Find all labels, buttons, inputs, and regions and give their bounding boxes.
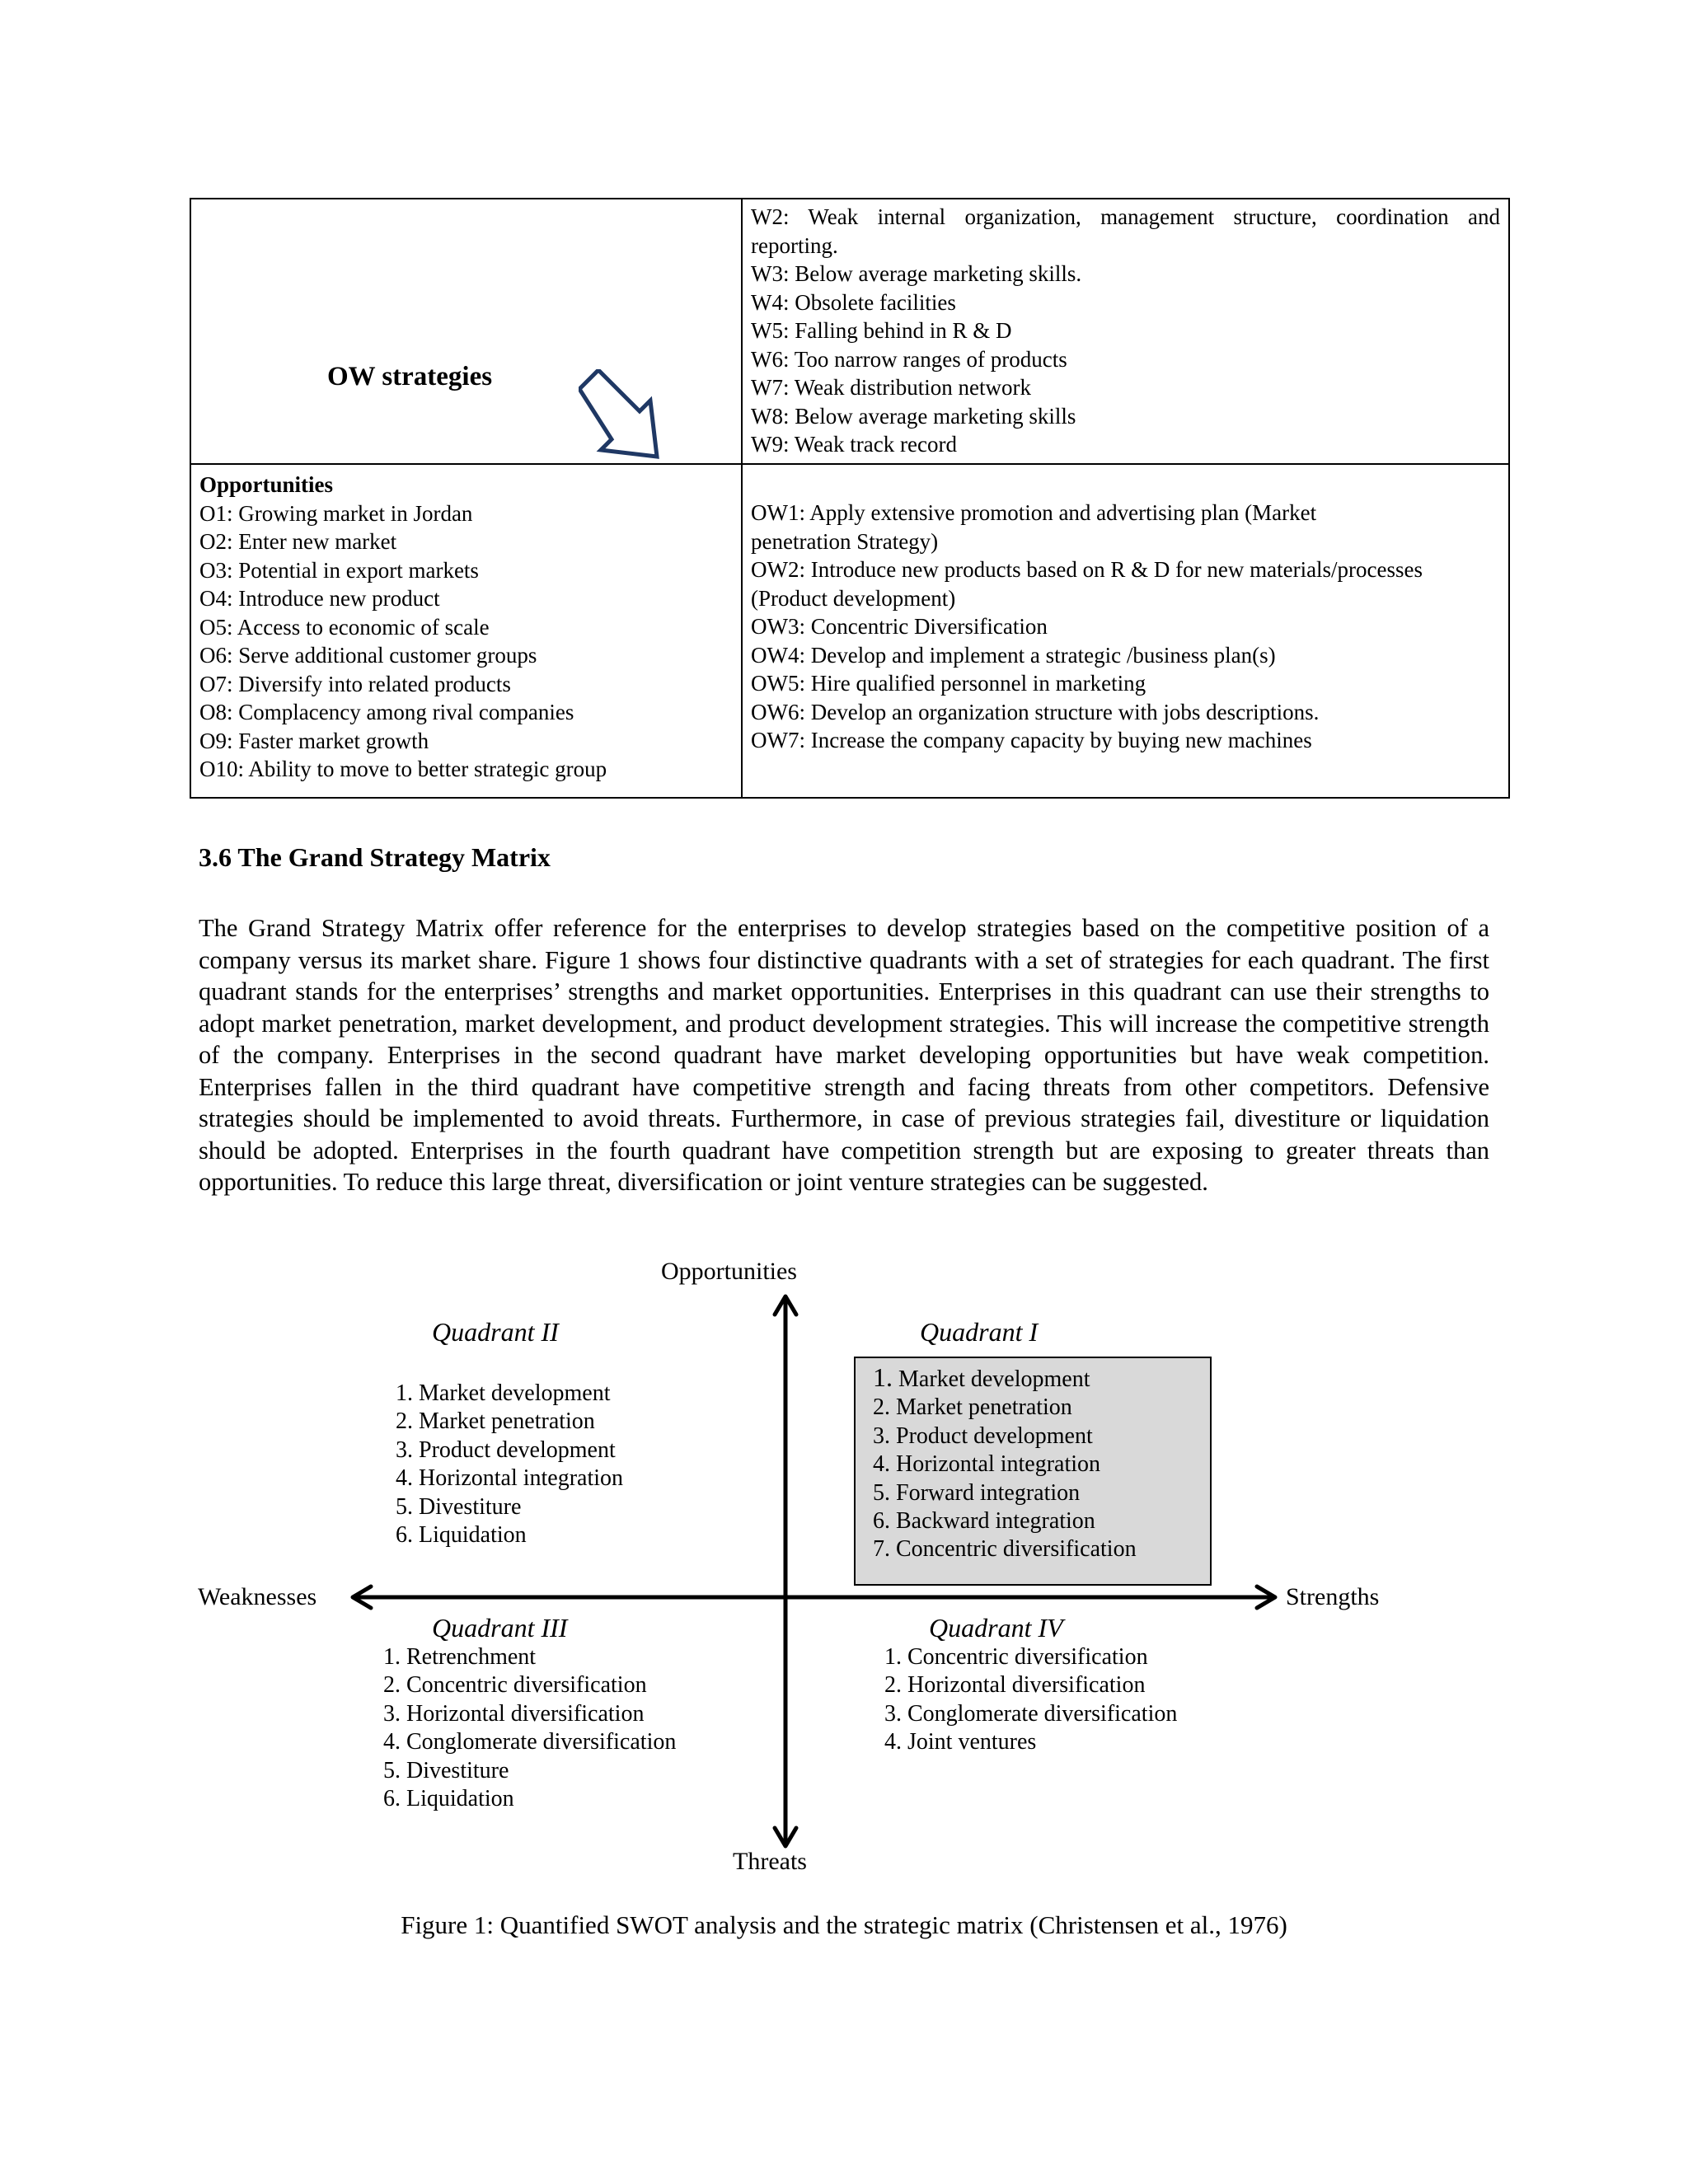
list-item: 3. Product development: [873, 1422, 1093, 1449]
opportunities-cell: [190, 464, 742, 798]
quadrant-2-list: [396, 1380, 623, 1549]
list-item: O10: Ability to move to better strategic group: [199, 757, 607, 781]
list-item: 7. Concentric diversification: [873, 1536, 1137, 1563]
list-item: 4. Conglomerate diversification: [383, 1729, 677, 1755]
table-row: [190, 464, 1509, 798]
table-row: [190, 199, 1509, 464]
list-item: 3. Conglomerate diversification: [884, 1700, 1178, 1727]
list-item: O1: Growing market in Jordan: [199, 500, 473, 526]
list-item: O7: Diversify into related products: [199, 671, 511, 696]
quadrant-3-title: Quadrant III: [432, 1613, 568, 1643]
list-item: OW3: Concentric Diversification: [751, 614, 1048, 639]
section-heading: 3.6 The Grand Strategy Matrix: [199, 842, 551, 872]
quadrant-2-title: Quadrant II: [432, 1317, 559, 1347]
list-item: 4. Horizontal integration: [396, 1465, 624, 1492]
axis-label-weaknesses: Weaknesses: [198, 1583, 317, 1610]
weaknesses-cell: [742, 199, 1509, 464]
list-item: 2. Market penetration: [396, 1408, 595, 1435]
list-item: W2: Weak internal organization, management structure, coordination and: [751, 204, 1500, 229]
list-item: 5. Forward integration: [873, 1479, 1081, 1506]
list-item: (Product development): [751, 585, 956, 611]
list-item: 2. Market penetration: [873, 1394, 1072, 1421]
list-item: OW1: Apply extensive promotion and advertising plan (Market: [751, 500, 1317, 525]
list-item: O5: Access to economic of scale: [199, 614, 490, 640]
list-item: 4. Joint ventures: [884, 1729, 1037, 1755]
list-item: W5: Falling behind in R & D: [751, 318, 1012, 343]
ow-strategies-cell: [742, 464, 1509, 798]
list-item: 6. Backward integration: [873, 1508, 1095, 1535]
list-item: O9: Faster market growth: [199, 728, 429, 753]
axis-label-strengths: Strengths: [1286, 1583, 1380, 1610]
list-item: 1. Concentric diversification: [884, 1644, 1148, 1670]
axis-label-threats: Threats: [733, 1848, 807, 1875]
axis-label-opportunities: Opportunities: [661, 1258, 797, 1285]
list-item: 3. Product development: [396, 1436, 616, 1463]
list-item-label: Market development: [898, 1366, 1090, 1392]
list-item: [873, 1363, 1137, 1394]
list-item: O8: Complacency among rival companies: [199, 700, 574, 724]
list-item: O3: Potential in export markets: [199, 557, 479, 583]
list-item: W9: Weak track record: [751, 432, 957, 457]
list-item: 1. Market development: [396, 1380, 611, 1406]
list-item: reporting.: [751, 232, 838, 258]
ow-strategies-title: OW strategies: [327, 362, 493, 391]
list-item: W4: Obsolete facilities: [751, 289, 956, 315]
list-item: 2. Horizontal diversification: [884, 1672, 1146, 1699]
list-item: OW2: Introduce new products based on R & D for new materials/processes: [751, 557, 1423, 582]
quadrant-4-title: Quadrant IV: [929, 1613, 1063, 1643]
list-item: OW5: Hire qualified personnel in marketing: [751, 671, 1146, 696]
quadrant-1-title: Quadrant I: [920, 1317, 1039, 1347]
list-item: W3: Below average marketing skills.: [751, 261, 1082, 286]
opportunities-heading: Opportunities: [199, 472, 334, 497]
list-item: 6. Liquidation: [396, 1522, 527, 1549]
list-item-number: 1.: [873, 1362, 893, 1392]
list-item: 4. Horizontal integration: [873, 1451, 1101, 1478]
quadrant-1-list: [873, 1363, 1137, 1564]
swot-table: [190, 198, 1510, 799]
list-item: O6: Serve additional customer groups: [199, 643, 537, 668]
table-corner-cell: [190, 199, 742, 464]
quadrant-3-list: [383, 1643, 676, 1813]
list-item: W7: Weak distribution network: [751, 375, 1032, 400]
list-item: O2: Enter new market: [199, 529, 397, 554]
list-item: O4: Introduce new product: [199, 586, 440, 611]
list-item: 5. Divestiture: [383, 1757, 509, 1783]
figure-caption: Figure 1: Quantified SWOT analysis and the strategic matrix (Christensen et al., 1976): [401, 1910, 1287, 1939]
diagonal-arrow-icon: [579, 369, 678, 460]
list-item: 1. Retrenchment: [383, 1644, 537, 1670]
body-paragraph: The Grand Strategy Matrix offer reference for the enterprises to develop strategies based on the competitive position of a company versus its market share. Figure 1 shows four distinctive quadrants with a set of strategies for each quadrant. The first quadrant stands for the enterprises’ strengths and market opportunities. Enterprises in this quadrant can use their strengths to adopt market penetration, market development, and product development strategies. This will increase the competitive strength of the company. Enterprises in the second quadrant have market developing opportunities but have weak competition. Enterprises fallen in the third quadrant have competitive strength and facing threats from other competitors. Defensive strategies should be implemented to avoid threats. Furthermore, in case of previous strategies fail, divestiture or liquidation should be adopted. Enterprises in the fourth quadrant have competition strength but are exposing to greater threats than opportunities. To reduce this large threat, diversification or joint venture strategies can be suggested.: [199, 914, 1489, 1196]
list-item: OW4: Develop and implement a strategic /business plan(s): [751, 642, 1276, 668]
list-item: 5. Divestiture: [396, 1493, 522, 1520]
list-item: OW7: Increase the company capacity by buying new machines: [751, 728, 1312, 752]
list-item: 2. Concentric diversification: [383, 1672, 647, 1699]
list-item: OW6: Develop an organization structure with jobs descriptions.: [751, 699, 1320, 724]
list-item: 3. Horizontal diversification: [383, 1700, 645, 1727]
list-item: W8: Below average marketing skills: [751, 403, 1076, 429]
list-item: 6. Liquidation: [383, 1786, 514, 1812]
list-item: penetration Strategy): [751, 528, 939, 554]
quadrant-4-list: [884, 1643, 1177, 1757]
list-item: W6: Too narrow ranges of products: [751, 346, 1067, 372]
